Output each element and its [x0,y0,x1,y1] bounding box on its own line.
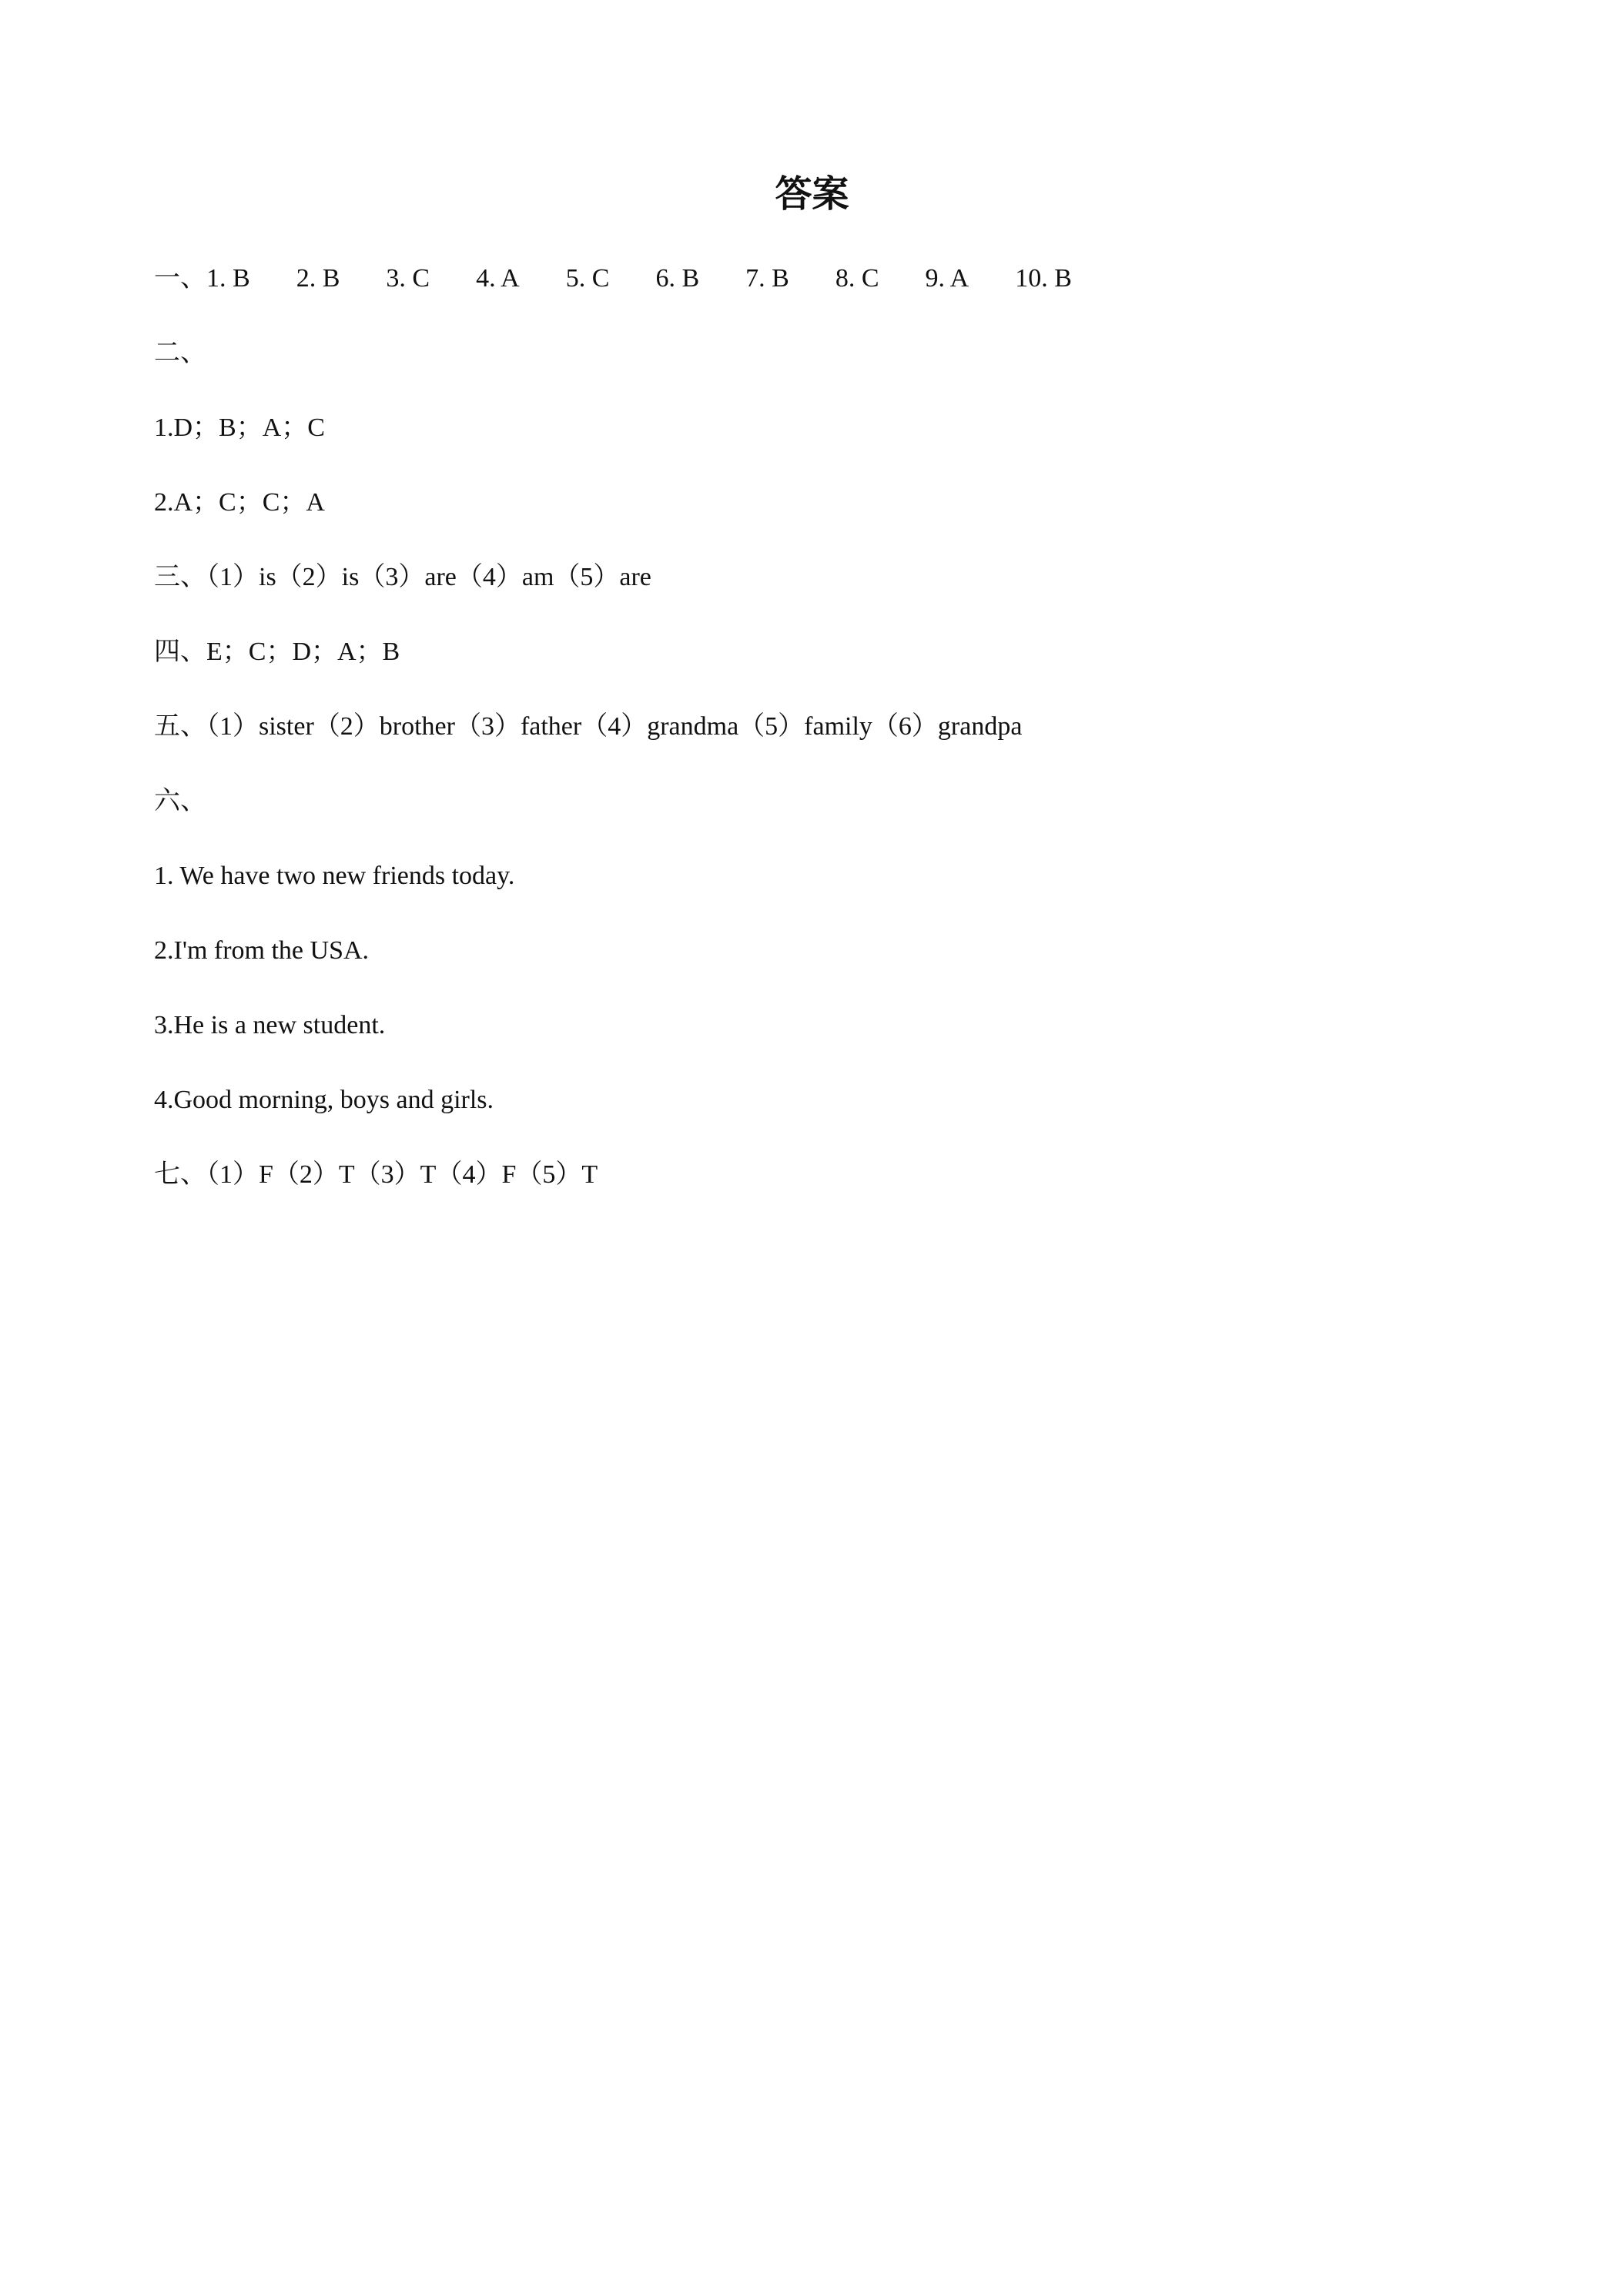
answer-7: 7. B [745,264,789,293]
answer-2: 2. B [296,264,340,293]
answer-4: 4. A [476,264,520,293]
answer-6: 6. B [655,264,700,293]
section-2-heading: 二、 [154,339,206,367]
section-1-answers [154,262,1118,296]
section-2-line-1: 1.D；B；A；C [154,413,325,442]
section-5-answers: 五、（1）sister（2）brother（3）father（4）grandma（5）family（6）grandpa [154,712,1023,741]
page-title: 答案 [775,172,849,216]
section-7-answers: 七、（1）F（2）T（3）T（4）F（5）T [154,1160,598,1189]
section-6-line-4: 4.Good morning, boys and girls. [154,1086,494,1114]
section-3-answers: 三、（1）is（2）is（3）are（4）am（5）are [154,563,651,591]
section-1-prefix: 一、 [154,264,206,293]
answer-1: 1. B [206,264,250,293]
section-2-line-2: 2.A；C；C；A [154,488,325,517]
section-6-line-3: 3.He is a new student. [154,1011,386,1039]
section-4-answers: 四、E；C；D；A；B [154,638,400,666]
answer-9: 9. A [925,264,969,293]
answer-5: 5. C [565,264,610,293]
section-6-line-1: 1. We have two new friends today. [154,862,515,890]
answer-8: 8. C [835,264,879,293]
section-6-line-2: 2.I'm from the USA. [154,936,370,965]
answer-3: 3. C [386,264,430,293]
section-6-heading: 六、 [154,787,206,815]
answer-10: 10. B [1015,264,1072,293]
